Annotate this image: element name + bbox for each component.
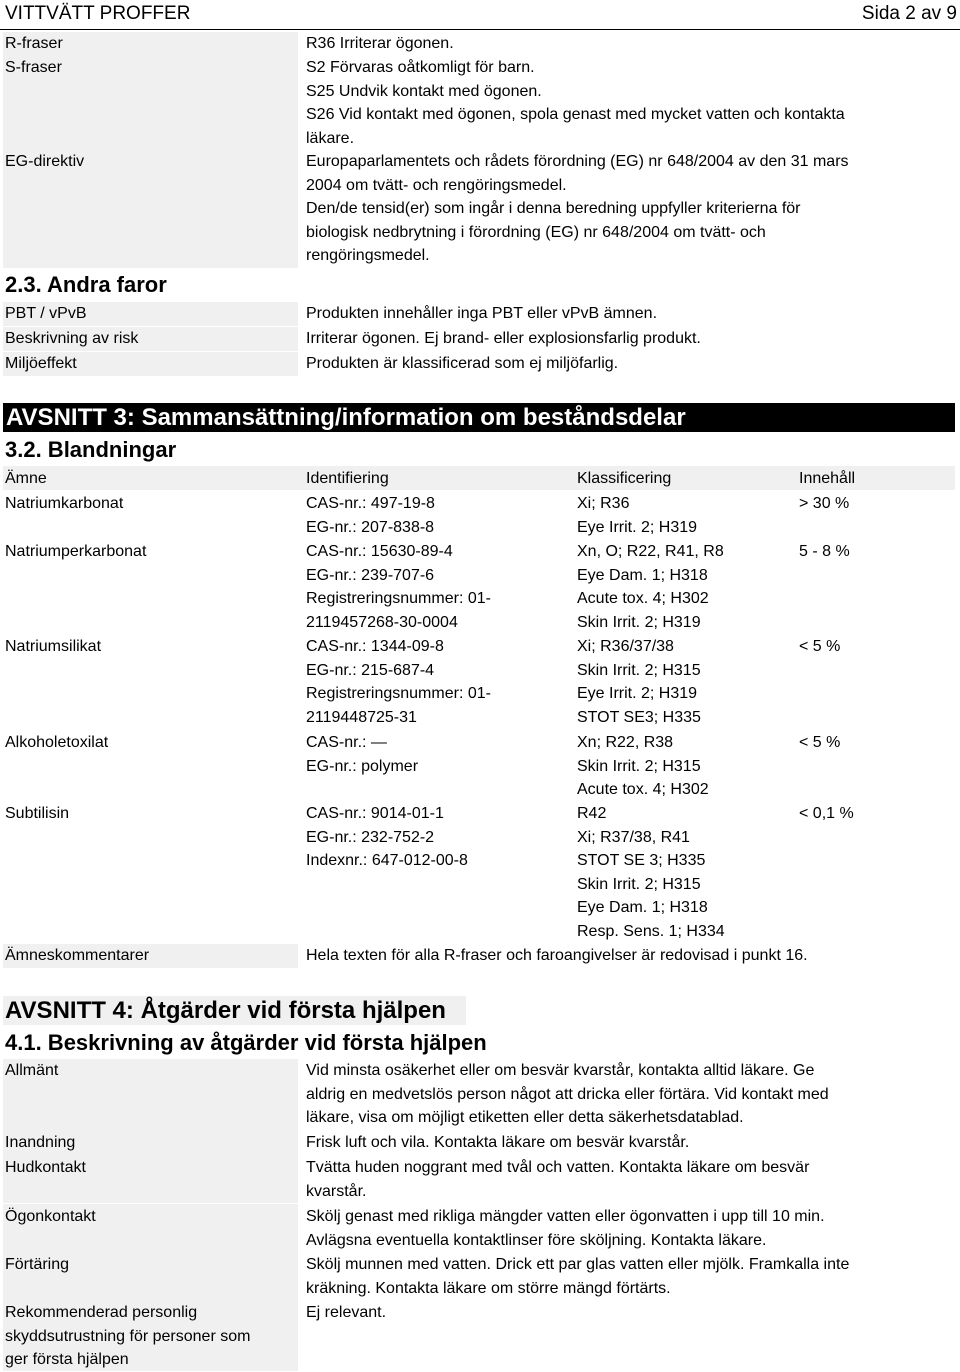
row-value: Skölj munnen med vatten. Drick ett par glas vatten eller mjölk. Framkalla inte kräkning. Kontakta läkare om större mängd förtärts. bbox=[306, 1256, 850, 1297]
substance-name: Natriumperkarbonat bbox=[5, 543, 147, 560]
row-value: Frisk luft och vila. Kontakta läkare om besvär kvarstår. bbox=[306, 1134, 690, 1151]
header-rule bbox=[0, 29, 960, 30]
row-value: Skölj genast med rikliga mängder vatten eller ögonvatten i upp till 10 min. Avlägsna eventuella kontaktlinser före sköljning. Kontakta läkare. bbox=[306, 1208, 825, 1249]
row-label: PBT / vPvB bbox=[5, 305, 87, 322]
row-value: Irriterar ögonen. Ej brand- eller explosionsfarlig produkt. bbox=[306, 330, 701, 347]
comment-value: Hela texten för alla R-fraser och faroangivelser är redovisad i punkt 16. bbox=[306, 947, 808, 964]
comment-label: Ämneskommentarer bbox=[5, 947, 150, 964]
row-label: R-fraser bbox=[5, 35, 63, 52]
substance-amount: < 0,1 % bbox=[799, 805, 854, 822]
substance-name: Natriumsilikat bbox=[5, 638, 102, 655]
substance-identification: CAS-nr.: — EG-nr.: polymer bbox=[306, 734, 419, 775]
row-value: S2 Förvaras oåtkomligt för barn. S25 Undvik kontakt med ögonen. S26 Vid kontakt med ögonen, spola genast med mycket vatten och kontakta läkare. bbox=[306, 59, 845, 147]
row-label: Beskrivning av risk bbox=[5, 330, 139, 347]
col-header: Ämne bbox=[5, 470, 47, 487]
substance-amount: 5 - 8 % bbox=[799, 543, 850, 560]
row-label: Hudkontakt bbox=[5, 1159, 86, 1176]
row-label: Rekommenderad personlig skyddsutrustning för personer som ger första hjälpen bbox=[5, 1304, 251, 1368]
section-4-title: AVSNITT 4: Åtgärder vid första hjälpen bbox=[3, 996, 466, 1025]
row-label: Miljöeffekt bbox=[5, 355, 77, 372]
substance-classification: Xn, O; R22, R41, R8 Eye Dam. 1; H318 Acute tox. 4; H302 Skin Irrit. 2; H319 bbox=[577, 543, 724, 631]
row-value: Europaparlamentets och rådets förordning (EG) nr 648/2004 av den 31 mars 2004 om tvätt- och rengöringsmedel. Den/de tensid(er) som ingår i denna beredning uppfyller kriterierna för biologisk nedbrytning i förordning (EG) nr 648/2004 om tvätt- och rengöringsmedel. bbox=[306, 153, 849, 264]
subsection-heading: 2.3. Andra faror bbox=[5, 272, 167, 297]
row-value: Produkten är klassificerad som ej miljöfarlig. bbox=[306, 355, 619, 372]
substance-identification: CAS-nr.: 497-19-8 EG-nr.: 207-838-8 bbox=[306, 495, 435, 536]
page-number: Sida 2 av 9 bbox=[861, 3, 957, 24]
col-header: Innehåll bbox=[799, 470, 856, 487]
col-header: Identifiering bbox=[306, 470, 389, 487]
row-value: R36 Irriterar ögonen. bbox=[306, 35, 454, 52]
row-label: Förtäring bbox=[5, 1256, 70, 1273]
page-header bbox=[5, 2, 957, 28]
row-label: Ögonkontakt bbox=[5, 1208, 96, 1225]
section-3-title: AVSNITT 3: Sammansättning/information om beståndsdelar bbox=[3, 403, 955, 432]
row-value: Ej relevant. bbox=[306, 1304, 387, 1321]
row-value: Produkten innehåller inga PBT eller vPvB ämnen. bbox=[306, 305, 658, 322]
substance-amount: > 30 % bbox=[799, 495, 850, 512]
substance-classification: Xi; R36 Eye Irrit. 2; H319 bbox=[577, 495, 698, 536]
substance-identification: CAS-nr.: 9014-01-1 EG-nr.: 232-752-2 Indexnr.: 647-012-00-8 bbox=[306, 805, 468, 869]
subsection-heading: 4.1. Beskrivning av åtgärder vid första hjälpen bbox=[5, 1030, 487, 1055]
substance-name: Subtilisin bbox=[5, 805, 70, 822]
row-label: Allmänt bbox=[5, 1062, 59, 1079]
substance-amount: < 5 % bbox=[799, 734, 841, 751]
row-label: EG-direktiv bbox=[5, 153, 85, 170]
substance-classification: Xi; R36/37/38 Skin Irrit. 2; H315 Eye Irrit. 2; H319 STOT SE3; H335 bbox=[577, 638, 701, 726]
substance-amount: < 5 % bbox=[799, 638, 841, 655]
substance-name: Natriumkarbonat bbox=[5, 495, 124, 512]
row-label: S-fraser bbox=[5, 59, 62, 76]
row-label: Inandning bbox=[5, 1134, 76, 1151]
substance-identification: CAS-nr.: 1344-09-8 EG-nr.: 215-687-4 Registreringsnummer: 01- 2119448725-31 bbox=[306, 638, 491, 726]
substance-name: Alkoholetoxilat bbox=[5, 734, 109, 751]
company-name: VITTVÄTT PROFFER bbox=[5, 3, 191, 24]
substance-classification: Xn; R22, R38 Skin Irrit. 2; H315 Acute tox. 4; H302 bbox=[577, 734, 709, 798]
substance-identification: CAS-nr.: 15630-89-4 EG-nr.: 239-707-6 Registreringsnummer: 01- 2119457268-30-0004 bbox=[306, 543, 491, 631]
substance-classification: R42 Xi; R37/38, R41 STOT SE 3; H335 Skin Irrit. 2; H315 Eye Dam. 1; H318 Resp. Sens. 1; H334 bbox=[577, 805, 725, 940]
row-value: Vid minsta osäkerhet eller om besvär kvarstår, kontakta alltid läkare. Ge aldrig en medvetslös person något att dricka eller förtära. Vid kontakt med läkare, visa om möjligt etiketten eller detta säkerhetsdatablad. bbox=[306, 1062, 829, 1126]
row-value: Tvätta huden noggrant med tvål och vatten. Kontakta läkare om besvär kvarstår. bbox=[306, 1159, 810, 1200]
col-header: Klassificering bbox=[577, 470, 672, 487]
subsection-heading: 3.2. Blandningar bbox=[5, 437, 177, 462]
